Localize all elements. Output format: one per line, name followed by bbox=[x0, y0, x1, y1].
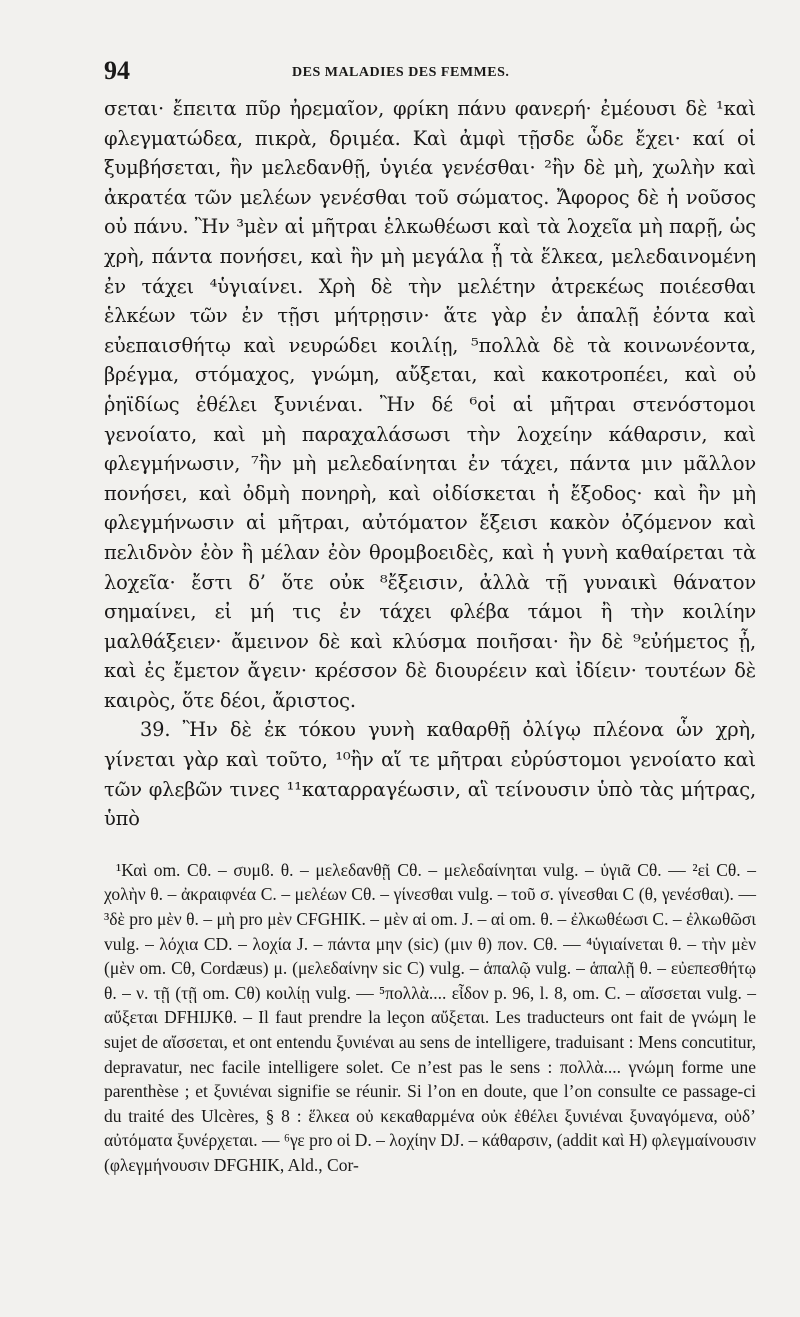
page-number: 94 bbox=[104, 56, 130, 85]
running-head bbox=[104, 56, 756, 90]
main-greek-text bbox=[104, 94, 756, 834]
footnote-text: ¹Καὶ om. Cθ. – συμϐ. θ. – μελεδανθῇ Cθ. – μελεδαίνηται vulg. – ὑγιᾶ Cθ. — ²εἰ Cθ. – χολὴν θ. – ἀκραιφνέα C. – μελέων Cθ. – γίνεσθαι vulg. – τοῦ σ. γίνεσθαι C (θ, γενέσθαι). — ³δὲ pro μὲν θ. – μὴ pro μὲν CFGHIK. – μὲν αἱ om. J. – αἱ om. θ. – ἐλκωθέωσι C. – ἐλκωθῶσι vulg. – λόχια CD. – λοχία J. – πάντα μην (sic) (μιν θ) πον. Cθ. — ⁴ὑγιαίνεται θ. – τὴν μὲν (μὲν om. Cθ, Cordæus) μ. (μελεδαίνην sic C) vulg. – ἁπαλῷ vulg. – ἁπαλῇ θ. – εὐεπεσθήτῳ θ. – ν. τῇ (τῇ om. Cθ) κοιλίῃ vulg. — ⁵πολλὰ.... εἶδον p. 96, l. 8, om. C. – αἴσσεται vulg. – αὔξεται DFHIJKθ. – Il faut prendre la leçon αὔξεται. Les traducteurs ont fait de γνώμη le sujet de αἴσσεται, et ont entendu ξυνιέναι au sens de intelligere, traduisant : Mens concutitur, depravatur, nec facile intelligere solet. Ce n’est pas le sens : πολλὰ.... γνώμη forme une parenthèse ; et ξυνιέναι signifie se réunir. Si l’on en doute, que l’on consulte ce passage-ci du traité des Ulcères, § 8 : ἕλκεα οὐ κεκαθαρμένα οὐκ ἐθέλει ξυνιέναι ξυναγόμενα, οὐδ’ αὐτόματα ξυνέρχεται. — ⁶γε pro οἱ D. – λοχίην DJ. – κάθαρσιν, (addit καὶ H) φλεγμαίνουσιν (φλεγμήνουσιν DFGHIK, Ald., Cor- bbox=[104, 859, 756, 1175]
running-title: DES MALADIES DES FEMMES. bbox=[292, 65, 510, 80]
section-39-paragraph: 39. Ἢν δὲ ἐκ τόκου γυνὴ καθαρθῇ ὀλίγῳ πλέονα ὧν χρὴ, γίνεται γὰρ καὶ τοῦτο, ¹⁰ἢν αἵ τε μῆτραι εὐρύστομοι γενοίατο καὶ τῶν φλεβῶν τινες ¹¹καταρραγέωσιν, αἳ τείνουσιν ὑπὸ τὰς μήτρας, ὑπὸ bbox=[104, 718, 756, 831]
footnotes bbox=[104, 858, 756, 1178]
body-paragraph: σεται· ἔπειτα πῦρ ἠρεμαῖον, φρίκη πάνυ φανερή· ἐμέουσι δὲ ¹καὶ φλεγματώδεα, πικρὰ, δριμέα. Καὶ ἀμφὶ τῇσδε ὧδε ἔχει· καί οἱ ξυμβήσεται, ἢν μελεδανθῇ, ὑγιέα γενέσθαι· ²ἢν δὲ μὴ, χωλὴν καὶ ἀκρατέα τῶν μελέων γενέσθαι τοῦ σώματος. Ἄφορος δὲ ἡ νοῦσος οὐ πάνυ. Ἢν ³μὲν αἱ μῆτραι ἑλκωθέωσι καὶ τὰ λοχεῖα μὴ παρῇ, ὡς χρὴ, πάντα πονήσει, καὶ ἢν μὴ μεγάλα ᾖ τὰ ἕλκεα, μελεδαινομένη ἐν τάχει ⁴ὑγιαίνει. Χρὴ δὲ τὴν μελέτην ἀτρεκέως ποιέεσθαι ἑλκέων τῶν ἐν τῇσι μήτρῃσιν· ἅτε γὰρ ἐν ἁπαλῇ ἐόντα καὶ εὐεπαισθήτῳ καὶ νευρώδει κοιλίῃ, ⁵πολλὰ δὲ τὰ κοινωνέοντα, βρέγμα, στόμαχος, γνώμη, αὔξεται, καὶ κακοτροπέει, καὶ οὐ ῥηϊδίως ἐθέλει ξυνιέναι. Ἢν δέ ⁶οἱ αἱ μῆτραι στενόστομοι γενοίατο, καὶ μὴ παραχαλάσωσι τὴν λοχείην κάθαρσιν, καὶ φλεγμήνωσιν, ⁷ἢν μὴ μελεδαίνηται ἐν τάχει, πάντα μιν μᾶλλον πονήσει, καὶ ὀδμὴ πονηρὴ, καὶ οἰδίσκεται ἡ ἔξοδος· καὶ ἢν μὴ φλεγμήνωσιν αἱ μῆτραι, αὐτόματον ἔξεισι κακὸν ὀζόμενον καὶ πελιδνὸν ἐὸν ἢ μέλαν ἐὸν θρομβοειδὲς, καὶ ἡ γυνὴ καθαίρεται τὰ λοχεῖα· ἔστι δ’ ὅτε οὐκ ⁸ἔξεισιν, ἀλλὰ τῇ γυναικὶ θάνατον σημαίνει, εἰ μή τις ἐν τάχει φλέβα τάμοι ἢ τὴν κοιλίην μαλθάξειεν· ἄμεινον δὲ καὶ κλύσμα ποιῆσαι· ἢν δὲ ⁹εὐήμετος ᾖ, καὶ ἐς ἔμετον ἄγειν· κρέσσον δὲ διουρέειν καὶ ἰδίειν· τουτέων δὲ καιρὸς, ὅτε δέοι, ἄριστος. bbox=[104, 97, 756, 712]
